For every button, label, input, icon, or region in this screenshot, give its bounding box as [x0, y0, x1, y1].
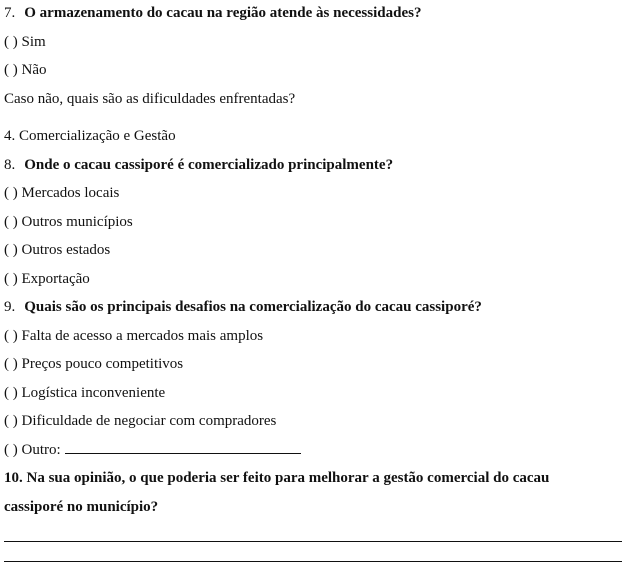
answer-line-1[interactable] [4, 541, 622, 542]
question-10-line-1: 10. Na sua opinião, o que poderia ser feito para melhorar a gestão comercial do cacau [4, 470, 550, 486]
q9-outro-blank[interactable] [65, 441, 301, 454]
answer-line-2[interactable] [4, 561, 622, 562]
question-8-number: 8. [4, 157, 16, 173]
question-7-number: 7. [4, 5, 16, 21]
q8-option-outros-estados[interactable]: ( ) Outros estados [4, 242, 111, 258]
q8-option-outros-municipios[interactable]: ( ) Outros municípios [4, 214, 133, 230]
q9-option-outro[interactable] [4, 441, 301, 459]
question-10-line-2: cassiporé no município? [4, 499, 159, 515]
question-8-text: Onde o cacau cassiporé é comercializado principalmente? [24, 157, 394, 173]
question-9 [4, 298, 482, 316]
q7-option-sim[interactable]: ( ) Sim [4, 34, 46, 50]
q7-option-nao[interactable]: ( ) Não [4, 62, 47, 78]
question-7 [4, 4, 421, 22]
q9-option-falta-acesso[interactable]: ( ) Falta de acesso a mercados mais amplos [4, 328, 264, 344]
q9-option-precos[interactable]: ( ) Preços pouco competitivos [4, 356, 184, 372]
q7-followup: Caso não, quais são as dificuldades enfrentadas? [4, 91, 296, 107]
question-7-text: O armazenamento do cacau na região atende às necessidades? [24, 5, 422, 21]
question-9-number: 9. [4, 299, 16, 315]
q9-option-logistica[interactable]: ( ) Logística inconveniente [4, 385, 166, 401]
section-4-title: 4. Comercialização e Gestão [4, 128, 176, 144]
q9-outro-label: ( ) Outro: [4, 442, 61, 458]
q9-option-dificuldade[interactable]: ( ) Dificuldade de negociar com compradores [4, 413, 277, 429]
question-8 [4, 156, 393, 174]
question-9-text: Quais são os principais desafios na comercialização do cacau cassiporé? [24, 299, 482, 315]
q8-option-mercados-locais[interactable]: ( ) Mercados locais [4, 185, 120, 201]
q8-option-exportacao[interactable]: ( ) Exportação [4, 271, 90, 287]
